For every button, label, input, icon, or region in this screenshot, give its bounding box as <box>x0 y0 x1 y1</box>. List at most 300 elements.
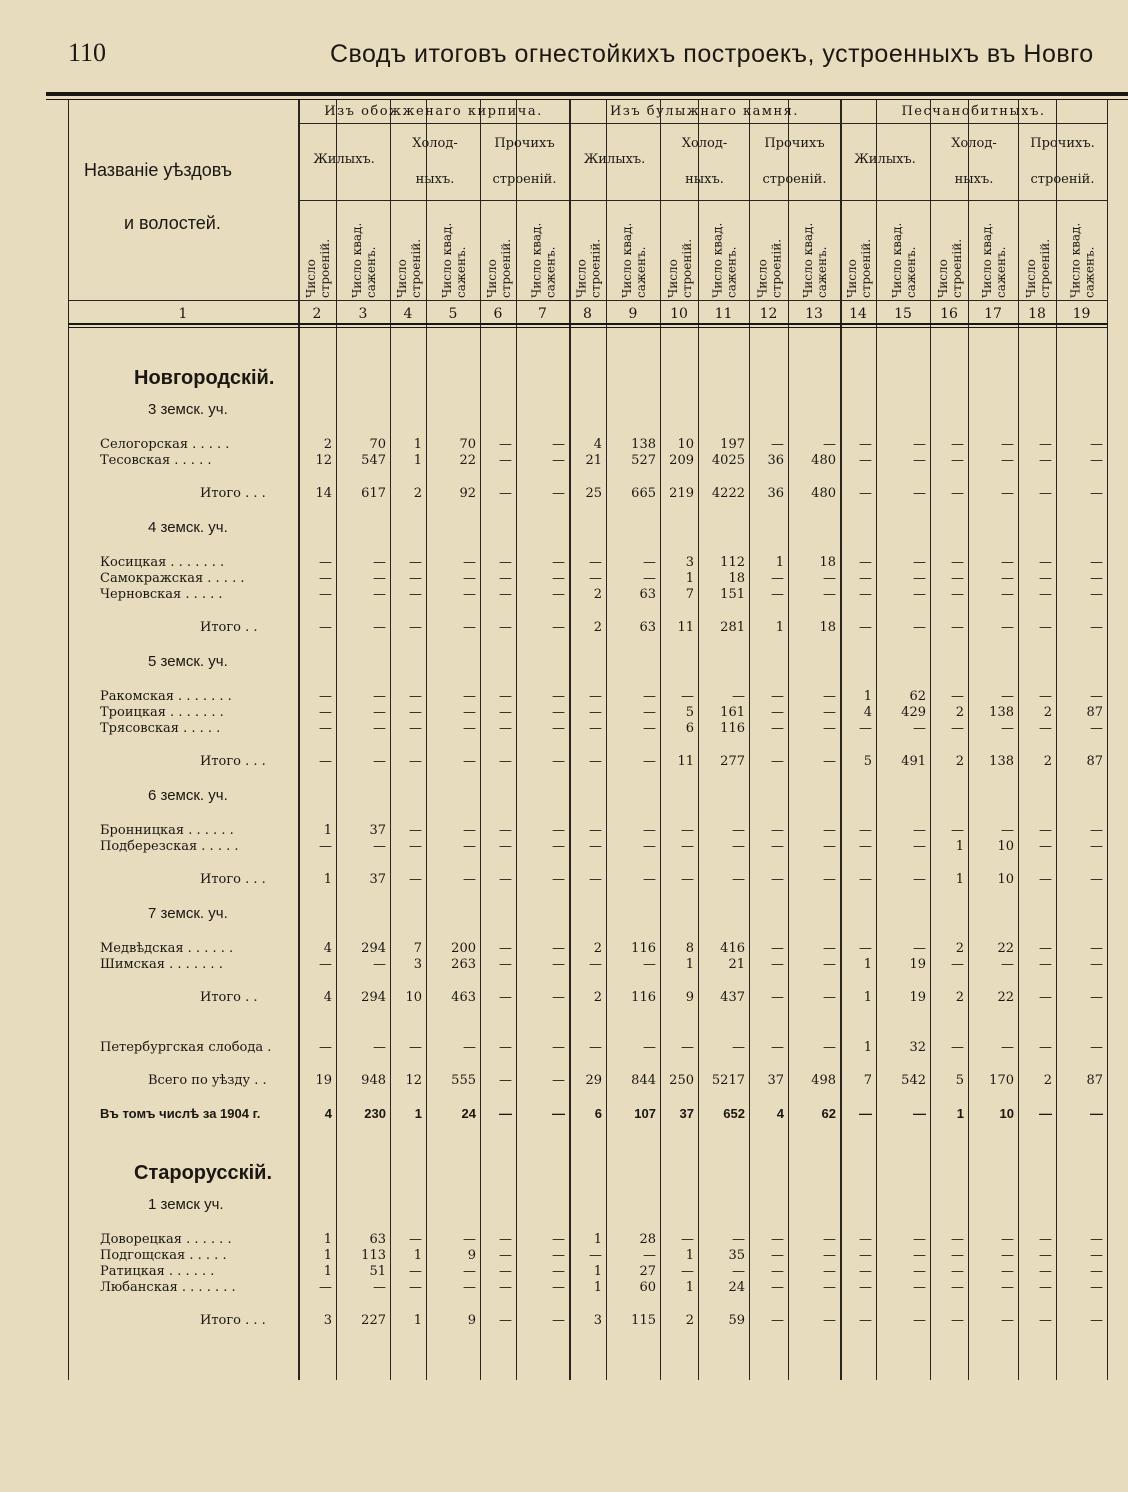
table-cell: 116 <box>631 990 656 1005</box>
table-cell: 652 <box>723 1106 745 1121</box>
subheader-top: Прочихъ <box>764 136 825 151</box>
table-cell: — <box>499 839 512 854</box>
table-cell: 21 <box>728 957 745 972</box>
table-cell: — <box>373 705 386 720</box>
subheader-bottom: ныхъ. <box>685 172 724 187</box>
table-cell: — <box>913 721 926 736</box>
table-cell: 4 <box>863 705 872 720</box>
table-cell: 6 <box>594 1106 602 1121</box>
table-cell: 11 <box>677 754 694 769</box>
table-cell: 22 <box>997 990 1014 1005</box>
table-cell: 617 <box>361 486 386 501</box>
column-number: 7 <box>538 306 547 322</box>
table-cell: — <box>643 705 656 720</box>
column-number: 4 <box>403 306 413 322</box>
row-label: Ратицкая . . . . . . <box>100 1264 215 1279</box>
table-cell: 3 <box>413 957 422 972</box>
table-cell: — <box>859 721 872 736</box>
column-divider <box>426 100 427 1380</box>
table-cell: 12 <box>405 1073 422 1088</box>
table-cell: — <box>552 453 565 468</box>
table-cell: 665 <box>631 486 656 501</box>
table-cell: — <box>409 571 422 586</box>
table-cell: — <box>859 941 872 956</box>
table-cell: — <box>319 705 332 720</box>
table-cell: — <box>771 1040 784 1055</box>
table-cell: — <box>823 1280 836 1295</box>
table-cell: — <box>463 1232 476 1247</box>
table-cell: — <box>463 1280 476 1295</box>
row-label: Доворецкая . . . . . . <box>100 1232 232 1247</box>
table-cell: — <box>1001 453 1014 468</box>
table-cell: — <box>732 1264 745 1279</box>
table-cell: — <box>681 839 694 854</box>
table-cell: — <box>1039 957 1052 972</box>
table-cell: — <box>499 941 512 956</box>
table-cell: — <box>1039 620 1052 635</box>
table-cell: — <box>409 872 422 887</box>
table-cell: — <box>1001 1264 1014 1279</box>
table-cell: — <box>1001 1280 1014 1295</box>
table-cell: — <box>951 587 964 602</box>
table-cell: — <box>552 721 565 736</box>
table-cell: 948 <box>361 1073 386 1088</box>
column-header-rotated: Число строеній. <box>574 238 603 298</box>
table-cell: 1 <box>685 1280 694 1295</box>
table-cell: — <box>552 957 565 972</box>
table-cell: 1 <box>863 957 872 972</box>
table-cell: 22 <box>997 941 1014 956</box>
column-header-rotated: Число квад. саженъ. <box>350 222 378 298</box>
table-cell: 480 <box>811 453 836 468</box>
table-cell: — <box>643 957 656 972</box>
table-cell: — <box>1090 437 1103 452</box>
table-cell: — <box>1039 1280 1052 1295</box>
table-cell: 112 <box>720 555 745 570</box>
column-number: 5 <box>448 306 458 322</box>
row-label: Подберезская . . . . . <box>100 839 239 854</box>
table-cell: 70 <box>459 437 476 452</box>
table-cell: — <box>499 486 512 501</box>
table-cell: 1 <box>323 872 332 887</box>
column-divider <box>480 100 481 1380</box>
table-cell: 7 <box>413 941 422 956</box>
table-cell: — <box>681 823 694 838</box>
subheader-bottom: ныхъ. <box>954 172 994 187</box>
table-cell: 250 <box>669 1073 694 1088</box>
table-cell: — <box>951 721 964 736</box>
table-cell: — <box>552 689 565 704</box>
table-cell: 32 <box>909 1040 926 1055</box>
table-cell: 11 <box>677 620 694 635</box>
table-cell: 498 <box>811 1073 836 1088</box>
table-cell: 9 <box>467 1248 476 1263</box>
table-cell: — <box>1001 571 1014 586</box>
table-cell: — <box>823 1313 836 1328</box>
table-cell: — <box>823 721 836 736</box>
subheader-top: Прочихъ. <box>1030 136 1095 151</box>
table-cell: 2 <box>955 705 964 720</box>
table-cell: — <box>732 872 745 887</box>
table-cell: 277 <box>720 754 745 769</box>
table-cell: — <box>499 721 512 736</box>
table-cell: — <box>552 1280 565 1295</box>
table-cell: 170 <box>989 1073 1014 1088</box>
table-cell: — <box>499 437 512 452</box>
table-cell: — <box>463 721 476 736</box>
table-cell: — <box>1090 839 1103 854</box>
title-rule-thin <box>46 99 1128 100</box>
table-cell: — <box>552 1232 565 1247</box>
column-number: 11 <box>714 306 733 322</box>
header-name-line2: и волостей. <box>124 213 221 233</box>
header-double-rule <box>68 323 1108 325</box>
row-label: Шимская . . . . . . . <box>100 957 223 972</box>
table-cell: — <box>1001 1313 1014 1328</box>
table-cell: — <box>951 555 964 570</box>
table-cell: — <box>1090 1313 1103 1328</box>
table-cell: 1 <box>685 571 694 586</box>
table-cell: — <box>1001 1040 1014 1055</box>
table-cell: — <box>771 872 784 887</box>
table-cell: — <box>951 823 964 838</box>
table-cell: — <box>589 957 602 972</box>
table-cell: 22 <box>459 453 476 468</box>
table-cell: — <box>463 754 476 769</box>
table-cell: 9 <box>467 1313 476 1328</box>
table-cell: — <box>319 1040 332 1055</box>
table-cell: — <box>552 1264 565 1279</box>
column-number: 2 <box>312 306 322 322</box>
table-cell: — <box>1039 1264 1052 1279</box>
row-label: Петербургская слобода . <box>100 1040 272 1055</box>
table-cell: — <box>1039 689 1052 704</box>
zemstvo-section-heading: 5 земск. уч. <box>148 653 228 670</box>
table-cell: — <box>859 587 872 602</box>
table-cell: — <box>1001 721 1014 736</box>
table-cell: — <box>463 705 476 720</box>
column-number: 13 <box>805 306 823 322</box>
table-cell: — <box>552 1248 565 1263</box>
table-cell: 1 <box>413 437 422 452</box>
table-cell: 24 <box>728 1280 745 1295</box>
table-cell: 18 <box>819 620 836 635</box>
table-cell: — <box>499 957 512 972</box>
table-cell: 1 <box>593 1264 602 1279</box>
table-cell: — <box>319 555 332 570</box>
table-cell: — <box>859 620 872 635</box>
table-cell: — <box>643 823 656 838</box>
table-cell: — <box>1001 1248 1014 1263</box>
column-number: 3 <box>358 306 368 322</box>
table-cell: — <box>859 1232 872 1247</box>
table-cell: — <box>643 721 656 736</box>
table-cell: 200 <box>451 941 476 956</box>
table-cell: — <box>913 941 926 956</box>
table-cell: 2 <box>593 587 602 602</box>
table-cell: — <box>552 571 565 586</box>
column-divider <box>1018 100 1019 1380</box>
table-cell: 527 <box>631 453 656 468</box>
table-cell: 1 <box>775 555 784 570</box>
table-cell: 4 <box>593 437 602 452</box>
table-cell: — <box>1039 1313 1052 1328</box>
table-cell: 19 <box>909 990 926 1005</box>
table-cell: — <box>1090 571 1103 586</box>
table-cell: 2 <box>955 941 964 956</box>
table-cell: — <box>913 555 926 570</box>
subtotal-label: Итого . . <box>200 620 258 635</box>
table-cell: 8 <box>685 941 694 956</box>
table-cell: — <box>643 1040 656 1055</box>
subheader-bottom: ныхъ. <box>415 172 455 187</box>
table-cell: — <box>552 1106 565 1121</box>
row-label: Самокражская . . . . . <box>100 571 245 586</box>
column-number: 14 <box>849 306 867 322</box>
table-cell: — <box>499 555 512 570</box>
table-cell: — <box>859 839 872 854</box>
subheader-top: Жилыхъ. <box>313 152 375 167</box>
table-cell: — <box>913 437 926 452</box>
table-cell: — <box>552 823 565 838</box>
table-cell: 2 <box>1043 1073 1052 1088</box>
table-cell: — <box>643 1248 656 1263</box>
table-cell: — <box>1001 437 1014 452</box>
column-number: 16 <box>940 306 958 322</box>
table-cell: — <box>409 555 422 570</box>
table-cell: — <box>1039 1040 1052 1055</box>
table-cell: 92 <box>459 486 476 501</box>
table-cell: 5 <box>863 754 872 769</box>
table-cell: — <box>771 754 784 769</box>
table-cell: — <box>1090 990 1103 1005</box>
table-cell: 9 <box>685 990 694 1005</box>
table-cell: 116 <box>720 721 745 736</box>
table-cell: 18 <box>728 571 745 586</box>
column-divider <box>788 100 789 1380</box>
table-cell: — <box>499 1232 512 1247</box>
subtotal-label: Итого . . . <box>200 754 266 769</box>
table-cell: 294 <box>361 990 386 1005</box>
page-title: Сводъ итоговъ огнестойкихъ построекъ, устроенныхъ въ Новго <box>330 40 1094 68</box>
table-cell: — <box>951 1313 964 1328</box>
row-label: Бронницкая . . . . . . <box>100 823 234 838</box>
row-label: Косицкая . . . . . . . <box>100 555 225 570</box>
table-cell: — <box>552 1040 565 1055</box>
table-cell: 27 <box>639 1264 656 1279</box>
table-cell: — <box>823 1248 836 1263</box>
table-cell: 1 <box>323 823 332 838</box>
table-cell: — <box>499 1073 512 1088</box>
table-cell: — <box>589 823 602 838</box>
table-cell: — <box>552 587 565 602</box>
table-cell: — <box>913 587 926 602</box>
table-cell: — <box>771 839 784 854</box>
table-cell: 3 <box>323 1313 332 1328</box>
table-cell: — <box>951 1264 964 1279</box>
table-cell: — <box>859 437 872 452</box>
table-cell: 87 <box>1086 705 1103 720</box>
table-cell: 63 <box>639 620 656 635</box>
table-cell: — <box>823 705 836 720</box>
table-cell: — <box>499 990 512 1005</box>
table-cell: — <box>643 689 656 704</box>
table-cell: — <box>771 437 784 452</box>
table-cell: — <box>552 555 565 570</box>
table-cell: — <box>1090 555 1103 570</box>
table-cell: — <box>1039 587 1052 602</box>
table-cell: — <box>823 437 836 452</box>
table-cell: — <box>859 823 872 838</box>
table-cell: — <box>913 1248 926 1263</box>
table-cell: — <box>319 721 332 736</box>
table-cell: 555 <box>451 1073 476 1088</box>
column-divider <box>336 100 337 1380</box>
table-cell: — <box>589 689 602 704</box>
table-cell: — <box>589 555 602 570</box>
table-cell: 151 <box>720 587 745 602</box>
table-cell: 1 <box>863 689 872 704</box>
table-cell: — <box>823 957 836 972</box>
table-cell: — <box>1090 587 1103 602</box>
table-cell: — <box>463 689 476 704</box>
column-divider <box>1056 100 1057 1380</box>
table-cell: — <box>552 620 565 635</box>
table-cell: — <box>1001 555 1014 570</box>
table-cell: — <box>499 872 512 887</box>
table-cell: — <box>823 571 836 586</box>
table-cell: — <box>1001 1232 1014 1247</box>
table-cell: 2 <box>1043 754 1052 769</box>
table-cell: — <box>589 839 602 854</box>
table-cell: — <box>319 1280 332 1295</box>
table-cell: — <box>499 705 512 720</box>
table-cell: 547 <box>361 453 386 468</box>
table-cell: 1 <box>955 839 964 854</box>
table-cell: — <box>1039 721 1052 736</box>
table-cell: 294 <box>361 941 386 956</box>
table-cell: — <box>373 620 386 635</box>
table-cell: 10 <box>997 839 1014 854</box>
table-cell: — <box>643 571 656 586</box>
table-cell: — <box>823 872 836 887</box>
table-cell: — <box>1090 1106 1103 1121</box>
table-cell: — <box>1090 689 1103 704</box>
table-cell: — <box>1039 941 1052 956</box>
table-cell: 2 <box>955 990 964 1005</box>
table-cell: 1 <box>955 872 964 887</box>
table-cell: — <box>589 571 602 586</box>
table-cell: — <box>589 1248 602 1263</box>
table-cell: 59 <box>728 1313 745 1328</box>
subtotal-label: Итого . . <box>200 990 258 1005</box>
table-cell: 4025 <box>711 453 745 468</box>
table-cell: — <box>552 486 565 501</box>
table-cell: 219 <box>669 486 694 501</box>
table-cell: 463 <box>451 990 476 1005</box>
table-cell: — <box>552 990 565 1005</box>
table-cell: — <box>463 620 476 635</box>
table-cell: — <box>373 571 386 586</box>
table-cell: — <box>1039 1248 1052 1263</box>
table-cell: — <box>1039 839 1052 854</box>
table-cell: 138 <box>989 754 1014 769</box>
table-cell: — <box>913 486 926 501</box>
table-cell: — <box>1039 1232 1052 1247</box>
table-cell: 116 <box>631 941 656 956</box>
table-cell: — <box>373 754 386 769</box>
table-cell: — <box>823 1040 836 1055</box>
table-cell: 2 <box>685 1313 694 1328</box>
subtotal-label: Итого . . . <box>200 1313 266 1328</box>
table-cell: — <box>951 1232 964 1247</box>
table-cell: 1 <box>775 620 784 635</box>
table-cell: 5217 <box>711 1073 745 1088</box>
table-cell: 480 <box>811 486 836 501</box>
table-cell: — <box>859 453 872 468</box>
group-header: Песчанобитныхъ. <box>901 104 1046 119</box>
table-cell: — <box>859 872 872 887</box>
table-cell: — <box>589 705 602 720</box>
table-cell: 51 <box>369 1264 386 1279</box>
column-header-rotated: Число строеній. <box>936 238 964 298</box>
table-cell: — <box>732 689 745 704</box>
table-cell: — <box>589 754 602 769</box>
table-cell: 1 <box>414 1106 422 1121</box>
table-cell: — <box>859 1280 872 1295</box>
zemstvo-section-heading: 4 земск. уч. <box>148 519 228 536</box>
subheader-bottom: строеній. <box>1030 172 1095 187</box>
table-cell: — <box>859 1264 872 1279</box>
column-header-rotated: Число строеній. <box>666 238 694 298</box>
table-cell: — <box>913 571 926 586</box>
table-cell: — <box>1090 620 1103 635</box>
table-cell: 37 <box>679 1106 694 1121</box>
table-cell: — <box>499 587 512 602</box>
table-cell: — <box>1090 1264 1103 1279</box>
table-cell: 2 <box>323 437 332 452</box>
table-cell: — <box>409 1264 422 1279</box>
table-cell: 4 <box>323 941 332 956</box>
table-cell: — <box>859 1248 872 1263</box>
table-cell: — <box>1001 486 1014 501</box>
table-cell: — <box>771 990 784 1005</box>
table-cell: — <box>732 839 745 854</box>
column-header-rotated: Число квад. саженъ. <box>1068 222 1097 298</box>
column-header-rotated: Число строеній. <box>485 238 513 298</box>
table-cell: 4 <box>776 1106 784 1121</box>
table-cell: — <box>771 941 784 956</box>
table-cell: — <box>463 1264 476 1279</box>
table-cell: 1 <box>863 990 872 1005</box>
table-cell: 63 <box>639 587 656 602</box>
table-cell: 12 <box>315 453 332 468</box>
group-header: Изъ обожженаго кирпича. <box>324 104 543 119</box>
table-cell: — <box>951 486 964 501</box>
table-cell: — <box>589 1040 602 1055</box>
column-divider <box>516 100 517 1380</box>
column-divider <box>390 100 391 1380</box>
table-cell: 2 <box>1043 705 1052 720</box>
table-cell: — <box>1090 1232 1103 1247</box>
table-cell: — <box>409 587 422 602</box>
table-cell: — <box>499 620 512 635</box>
table-cell: 3 <box>593 1313 602 1328</box>
table-cell: — <box>771 957 784 972</box>
table-cell: 35 <box>728 1248 745 1263</box>
row-label: Троицкая . . . . . . . <box>100 705 224 720</box>
table-cell: — <box>1090 721 1103 736</box>
